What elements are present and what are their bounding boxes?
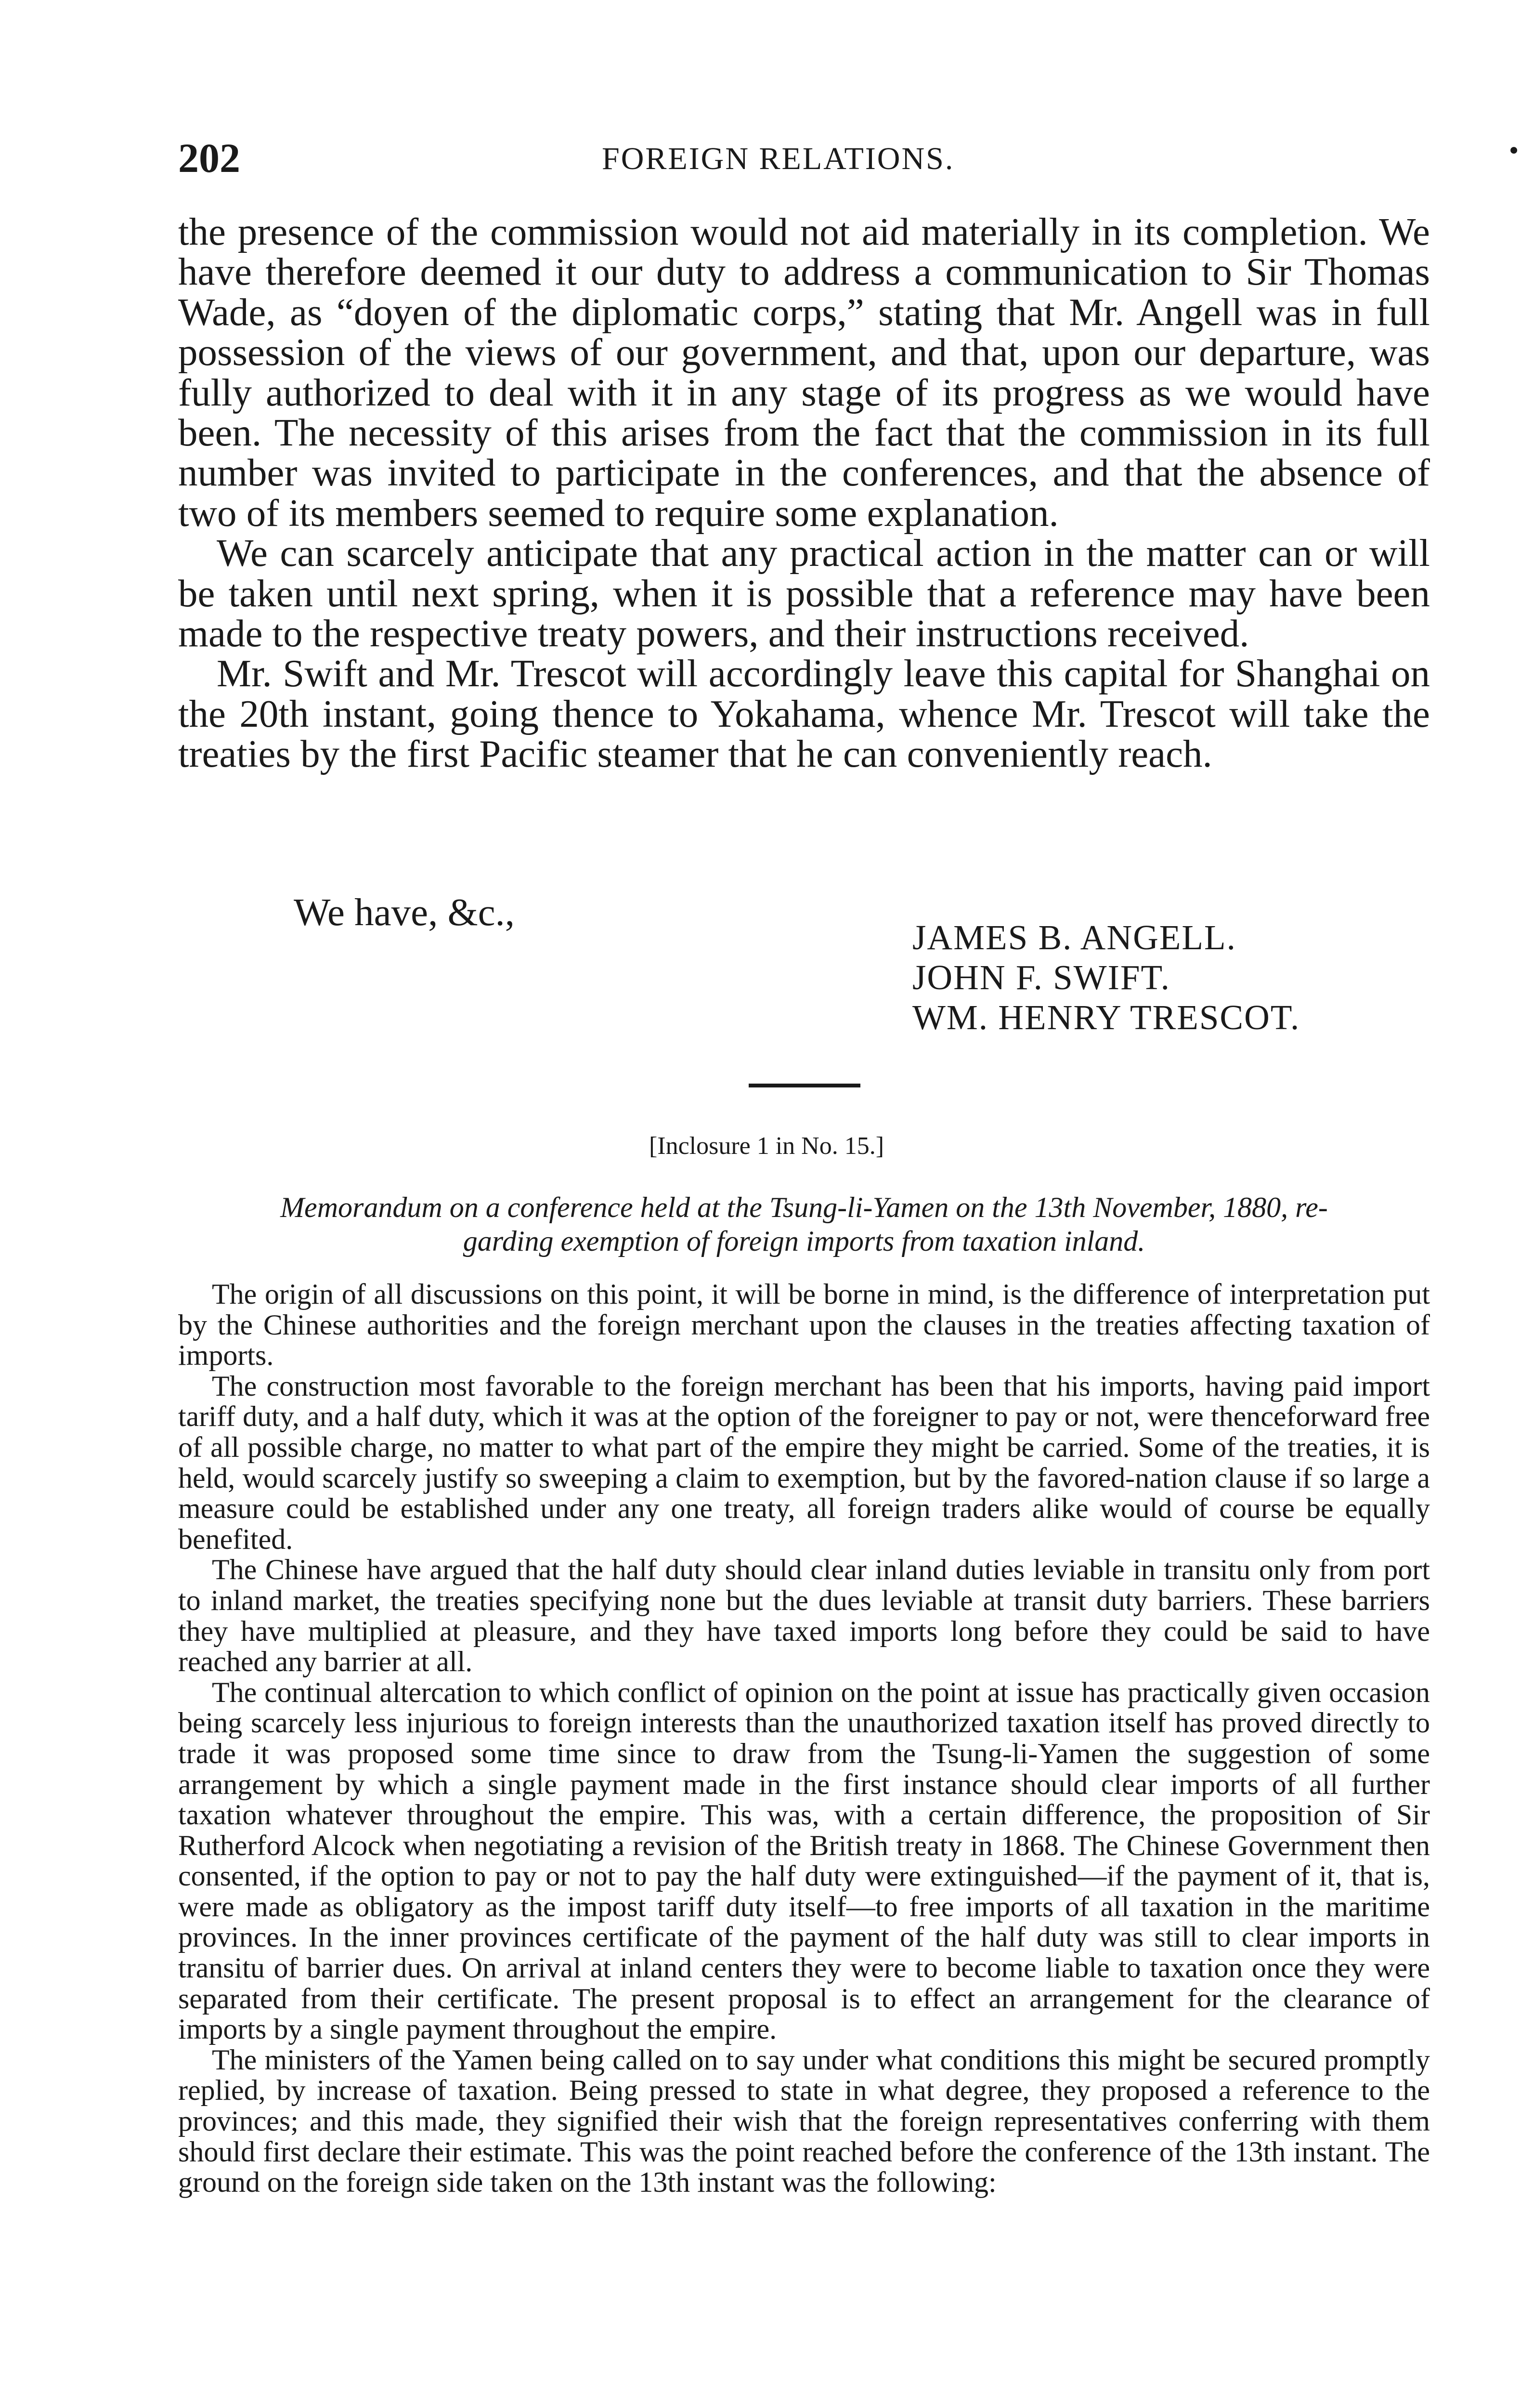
page-header [178,134,1521,187]
inclosure-label: [Inclosure 1 in No. 15.] [649,1132,884,1160]
memorandum-title [178,1191,1430,1258]
signature-trescot: WM. HENRY TRESCOT. [912,998,1300,1037]
letter-body [178,212,1430,774]
letter-paragraph: Mr. Swift and Mr. Trescot will accordingly leave this capital for Shanghai on the 20th instant, going thence to Yokahama, whence Mr. Trescot will take the treaties by the first Pacific steamer that he can conveniently reach. [178,652,1430,776]
memo-paragraph: The continual altercation to which conflict of opinion on the point at issue has practically given occasion being scarcely less injurious to foreign interests than the unauthorized taxation itself has proved directly to trade it was proposed some time since to draw from the Tsung-li-Yamen the suggestion of some arrangement by which a single payment made in the first instance should clear imports of all further taxation whatever throughout the empire. This was, with a certain difference, the proposition of Sir Rutherford Alcock when negotiating a revision of the British treaty in 1868. The Chinese Government then consented, if the option to pay or not to pay the half duty were extinguished—if the payment of it, that is, were made as obligatory as the impost tariff duty itself—to free imports of all taxation in the maritime provinces. In the inner provinces certificate of the payment of the half duty was still to clear imports in transitu of barrier dues. On arrival at inland centers they were to become liable to taxation once they were separated from their certificate. The present proposal is to effect an arrangement for the clearance of imports by a single payment throughout the empire. [178,1676,1430,2045]
memorandum-body [178,1279,1430,2198]
signature-angell: JAMES B. ANGELL. [912,918,1236,957]
running-head: FOREIGN RELATIONS. [602,141,955,176]
memo-paragraph: The ministers of the Yamen being called on to say under what conditions this might be secured promptly replied, by increase of taxation. Being pressed to state in what degree, they proposed a reference to the provinces; and this made, they signified their wish that the foreign representatives conferring with them should first declare their estimate. This was the point reached before the conference of the 13th instant. The ground on the foreign side taken on the 13th instant was the following: [178,2043,1430,2199]
memo-paragraph: The Chinese have argued that the half duty should clear inland duties leviable in transitu only from port to inland market, the treaties specifying none but the dues leviable at transit duty barriers. These barriers they have multiplied at pleasure, and they have taxed imports long before they could be said to have reached any barrier at all. [178,1554,1430,1678]
corner-mark: • [1507,138,1521,165]
letter-closing: We have, &c., [294,890,515,934]
section-divider [749,1084,860,1087]
memorandum-title-line: Memorandum on a conference held at the Tsung-li-Yamen on the 13th November, 1880, re- [280,1191,1328,1223]
letter-paragraph: the presence of the commission would not aid materially in its completion. We have therefore deemed it our duty to address a communication to Sir Thomas Wade, as “doyen of the diplomatic corps,” stating that Mr. Angell was in full possession of the views of our government, and that, upon our departure, was fully authorized to deal with it in any stage of its progress as we would have been. The necessity of this arises from the fact that the commission in its full number was invited to participate in the conferences, and that the absence of two of its members seemed to require some explanation. [178,210,1430,535]
memorandum-title-line: garding exemption of foreign imports from taxation inland. [463,1225,1145,1257]
signature-block [912,917,1300,1037]
letter-paragraph: We can scarcely anticipate that any practical action in the matter can or will be taken until next spring, when it is possible that a reference may have been made to the respective treaty powers, and their instructions received. [178,531,1430,655]
signature-swift: JOHN F. SWIFT. [912,958,1170,997]
page-number: 202 [178,135,240,181]
memo-paragraph: The origin of all discussions on this point, it will be borne in mind, is the difference of interpretation put by the Chinese authorities and the foreign merchant upon the clauses in the treaties affecting taxation of imports. [178,1278,1430,1372]
memo-paragraph: The construction most favorable to the foreign merchant has been that his imports, having paid import tariff duty, and a half duty, which it was at the option of the foreigner to pay or not, were thenceforward free of all possible charge, no matter to what part of the empire they might be carried. Some of the treaties, it is held, would scarcely justify so sweeping a claim to exemption, but by the favored-nation clause if so large a measure could be established under any one treaty, all foreign traders alike would of course be equally benefited. [178,1370,1430,1555]
